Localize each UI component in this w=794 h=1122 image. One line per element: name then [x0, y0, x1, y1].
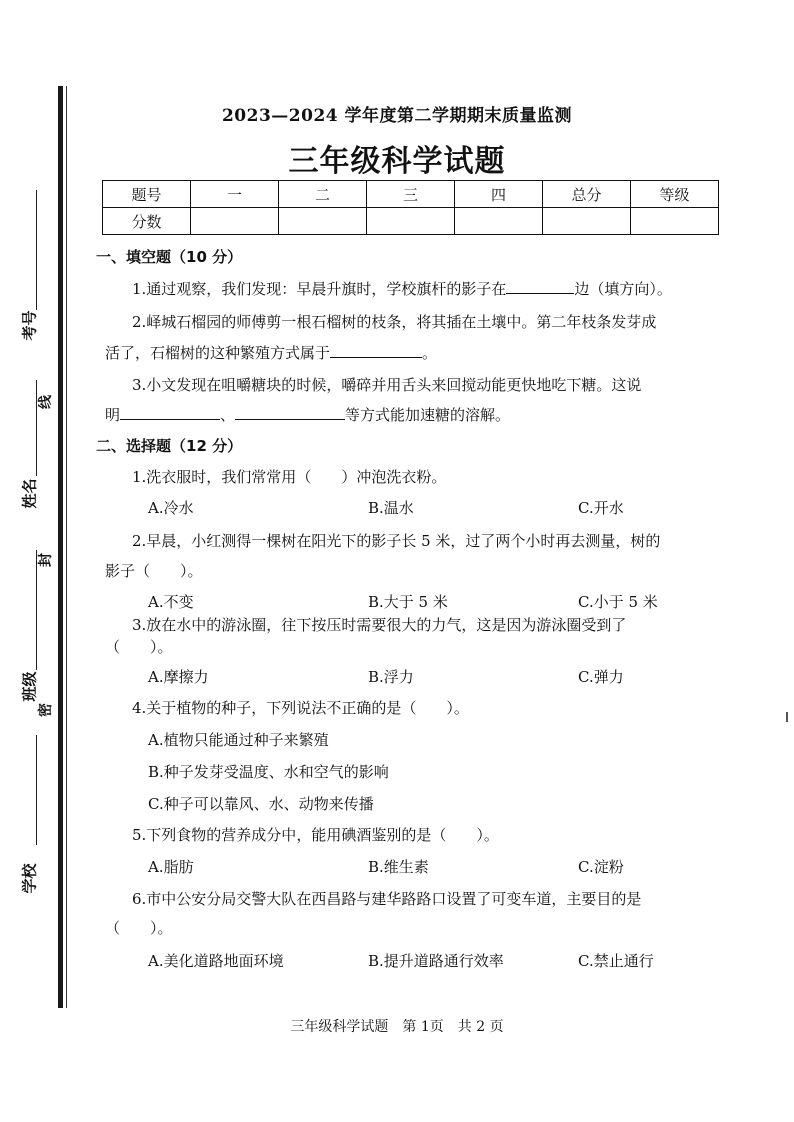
- choice-q3-option-b[interactable]: B.浮力: [368, 668, 414, 686]
- score-cell: [455, 208, 543, 235]
- choice-q5-option-b[interactable]: B.维生素: [368, 858, 429, 876]
- score-table-header-cell: 二: [279, 181, 367, 208]
- name-label: 姓名: [20, 478, 39, 509]
- score-table-header-cell: 一: [191, 181, 279, 208]
- score-cell: [191, 208, 279, 235]
- choice-q1-option-a[interactable]: A.冷水: [148, 499, 194, 517]
- choice-q6-stem-line1: 6.市中公安分局交警大队在西昌路与建华路路口设置了可变车道，主要目的是: [132, 890, 642, 908]
- fill-q3-line1: 3.小文发现在咀嚼糖块的时候，嚼碎并用舌头来回搅动能更快地吃下糖。这说: [132, 376, 642, 394]
- score-cell: [367, 208, 455, 235]
- page-footer: 三年级科学试题 第 1页 共 2 页: [290, 1019, 504, 1035]
- choice-q3-option-c[interactable]: C.弹力: [578, 668, 624, 686]
- fill-q2-line2: [105, 342, 437, 363]
- section-choice-heading: 二、选择题（12 分）: [96, 437, 243, 455]
- choice-q3-option-a[interactable]: A.摩擦力: [148, 668, 209, 686]
- choice-q1-option-c[interactable]: C.开水: [578, 499, 624, 517]
- choice-q4-option-b[interactable]: B.种子发芽受温度、水和空气的影响: [148, 763, 389, 781]
- exam-no-label: 考号: [20, 310, 39, 341]
- choice-q5-stem: 5.下列食物的营养成分中，能用碘酒鉴别的是（ ）。: [132, 826, 499, 844]
- fill-q1-text: 1.通过观察，我们发现：早晨升旗时，学校旗杆的影子在: [132, 280, 507, 298]
- fill-q1: [132, 278, 672, 299]
- fill-q2-line1: 2.峄城石榴园的师傅剪一根石榴树的枝条，将其插在土壤中。第二年枝条发芽成: [132, 313, 657, 331]
- school-line: [36, 735, 37, 845]
- exam-subtitle: 2023—2024 学年度第二学期期末质量监测: [221, 106, 573, 126]
- choice-q6-option-a[interactable]: A.美化道路地面环境: [148, 952, 284, 970]
- score-cell: [543, 208, 631, 235]
- section-fill-in-heading: 一、填空题（10 分）: [96, 248, 243, 266]
- score-table-header-cell: 题号: [103, 181, 191, 208]
- choice-q4-option-c[interactable]: C.种子可以靠风、水、动物来传播: [148, 795, 374, 813]
- fill-q2-blank[interactable]: [330, 343, 422, 358]
- score-table-header-cell: 四: [455, 181, 543, 208]
- choice-q2-stem-line1: 2.早晨，小红测得一棵树在阳光下的影子长 5 米，过了两个小时再去测量，树的: [132, 532, 661, 550]
- score-table-header-cell: 总分: [543, 181, 631, 208]
- fill-q1-suffix: 边（填方向）。: [574, 280, 672, 298]
- choice-q4-option-a[interactable]: A.植物只能通过种子来繁殖: [148, 731, 329, 749]
- choice-q6-option-b[interactable]: B.提升道路通行效率: [368, 952, 504, 970]
- fill-q2-suffix: 。: [422, 344, 438, 362]
- score-cell: [279, 208, 367, 235]
- choice-q1-option-b[interactable]: B.温水: [368, 499, 414, 517]
- scan-edge-mark: [786, 712, 788, 722]
- fill-q3-text: 明: [105, 406, 121, 424]
- choice-q2-option-a[interactable]: A.不变: [148, 593, 194, 611]
- seal-seal-mark: 封: [38, 553, 54, 567]
- choice-q5-option-c[interactable]: C.淀粉: [578, 858, 624, 876]
- score-table-header-cell: 等级: [631, 181, 719, 208]
- fill-q1-blank[interactable]: [506, 279, 574, 294]
- score-table-header-cell: 三: [367, 181, 455, 208]
- seal-secret-mark: 密: [38, 703, 54, 717]
- score-cell: [631, 208, 719, 235]
- choice-q2-option-b[interactable]: B.大于 5 米: [368, 593, 448, 611]
- fill-q3-line2: [105, 404, 510, 425]
- choice-q4-stem: 4.关于植物的种子，下列说法不正确的是（ ）。: [132, 699, 469, 717]
- school-label: 学校: [20, 863, 39, 894]
- binding-border-thin: [66, 86, 67, 1008]
- choice-q2-stem-line2: 影子（ ）。: [105, 562, 203, 580]
- choice-q3-stem-line1: 3.放在水中的游泳圈，往下按压时需要很大的力气，这是因为游泳圈受到了: [132, 616, 627, 634]
- choice-q2-option-c[interactable]: C.小于 5 米: [578, 593, 658, 611]
- binding-border-thick: [58, 86, 63, 1008]
- fill-q3-suffix: 等方式能加速糖的溶解。: [345, 406, 511, 424]
- seal-line-mark: 线: [38, 395, 54, 409]
- exam-title: 三年级科学试题: [288, 144, 506, 179]
- score-table: [102, 180, 719, 235]
- choice-q6-option-c[interactable]: C.禁止通行: [578, 952, 654, 970]
- exam-no-line: [36, 190, 37, 310]
- fill-q2-text: 活了，石榴树的这种繁殖方式属于: [105, 344, 331, 362]
- class-line: [36, 550, 37, 670]
- choice-q1-stem: 1.洗衣服时，我们常常用（ ）冲泡洗衣粉。: [132, 468, 447, 486]
- fill-q3-blank-1[interactable]: [120, 405, 220, 420]
- fill-q3-separator: 、: [220, 406, 236, 424]
- choice-q3-stem-line2: （ ）。: [105, 638, 173, 656]
- fill-q3-blank-2[interactable]: [235, 405, 345, 420]
- choice-q6-stem-line2: （ ）。: [105, 919, 173, 937]
- class-label: 班级: [20, 671, 39, 702]
- score-table-row-label: 分数: [103, 208, 191, 235]
- choice-q5-option-a[interactable]: A.脂肪: [148, 858, 194, 876]
